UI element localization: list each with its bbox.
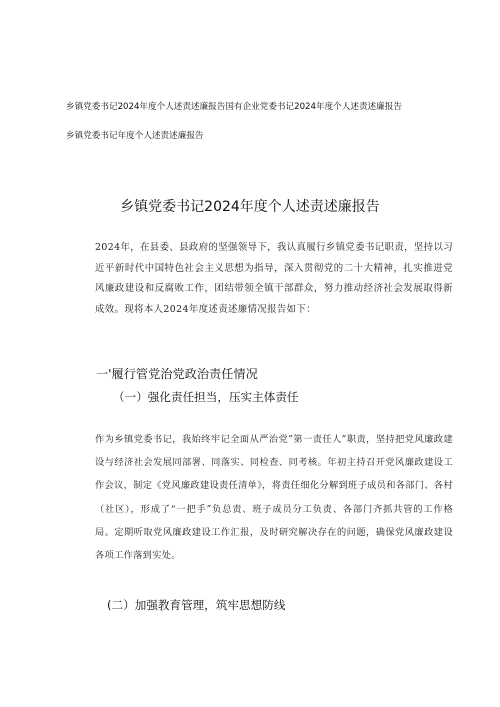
document-title: 乡镇党委书记2024年度个人述责述廉报告	[120, 199, 380, 215]
section-heading-1: 一'履行管党治党政治责任情况	[96, 367, 258, 381]
intro-paragraph: 2024年，在县委、县政府的坚强领导下，我认真履行乡镇党委书记职责，坚持以习近平新时代中国特色社会主义思想为指导，深入贯彻党的二十大精神，扎实推进党风廉政建设和反腐败工作，团结带领全镇干部群众，努力推动经济社会发展取得新成效。现将本人2024年度述责述廉情况报告如下：	[95, 242, 453, 315]
header-line-1: 乡镇党委书记2024年度个人述责述廉报告国有企业党委书记2024年度个人述责述廉报告	[66, 102, 402, 112]
subsection-heading-1: （一）强化责任担当，压实主体责任	[113, 390, 299, 404]
subsection-1-paragraph: 作为乡镇党委书记，我始终牢记全面从严治党”第一责任人”职责，坚持把党风廉政建设与经济社会发展同部署、同落实、同检查、同考核。年初主持召开党风廉政建设工作会议，制定《党风廉政建设责任清单》，将责任细化分解到班子成员和各部门、各村（社区），形成了“一把手”负总责、班子成员分工负责、各部门齐抓共管的工作格局。定期听取党风廉政建设工作汇报，及时研究解决存在的问题，确保党风廉政建设各项工作落到实处。	[95, 434, 453, 562]
header-line-2: 乡镇党委书记年度个人述责述廉报告	[66, 131, 204, 141]
subsection-heading-2: (二）加强教育管理，筑牢思想防线	[107, 598, 286, 612]
